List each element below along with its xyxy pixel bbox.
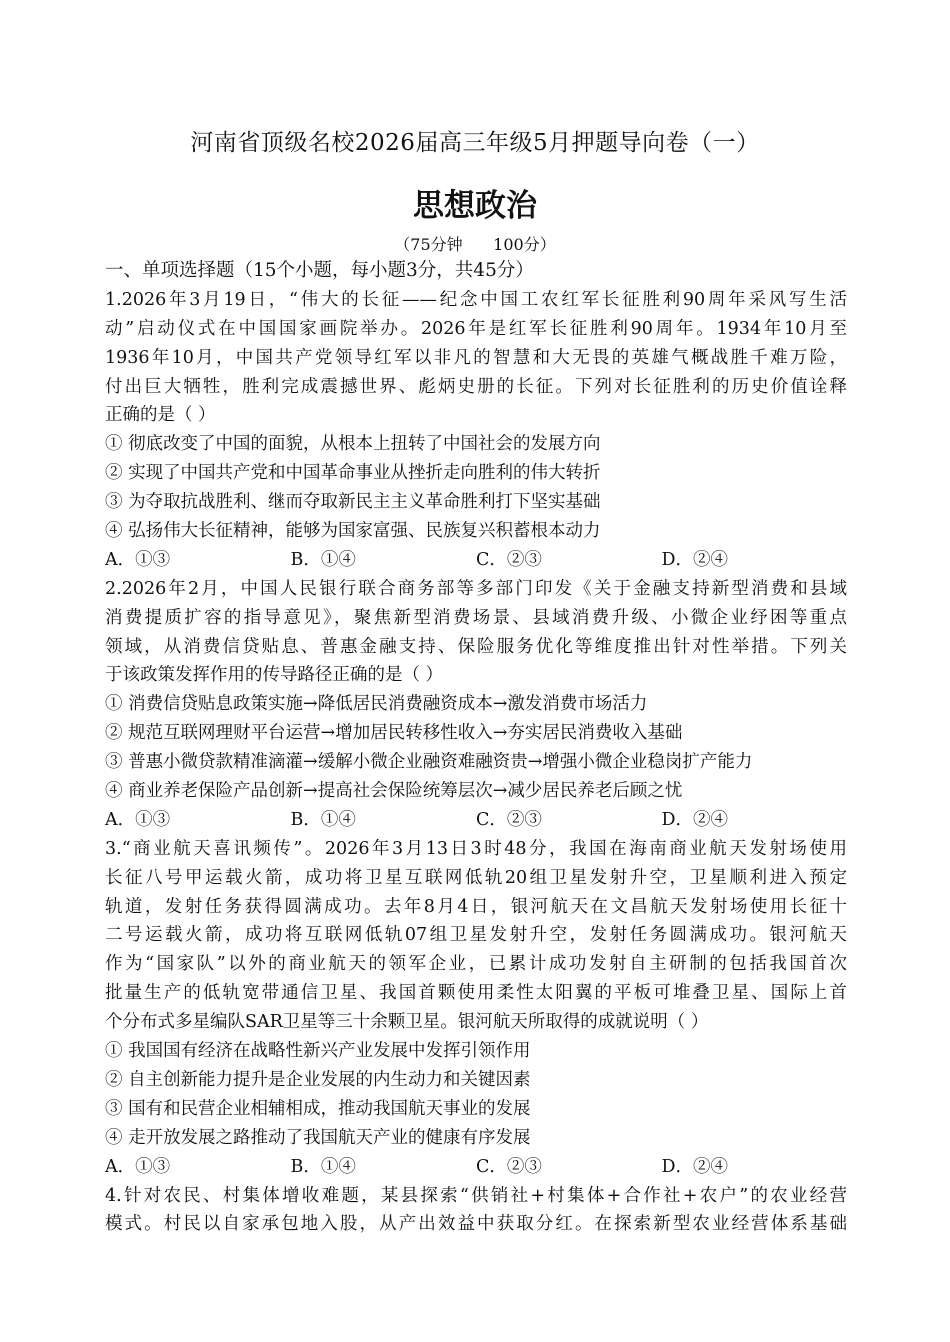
question-3 bbox=[105, 835, 847, 1182]
question-stem-line: 消费提质扩容的指导意见》，聚焦新型消费场景、县域消费升级、小微企业纾困等重点 bbox=[105, 607, 847, 628]
question-stem-line: 作为“国家队”以外的商业航天的领军企业，已累计成功发射自主研制的包括我国首次 bbox=[105, 954, 847, 975]
statement-item: ② 实现了中国共产党和中国革命事业从挫折走向胜利的伟大转折 bbox=[105, 463, 601, 484]
section-title: 一、单项选择题（15个小题，每小题3分，共45分） bbox=[105, 260, 534, 281]
option-d[interactable]: D．②④ bbox=[661, 1156, 729, 1177]
statement-item: ④ 走开放发展之路推动了我国航天产业的健康有序发展 bbox=[105, 1127, 531, 1148]
statement-item: ① 彻底改变了中国的面貌，从根本上扭转了中国社会的发展方向 bbox=[105, 434, 601, 455]
statement-item: ② 规范互联网理财平台运营→增加居民转移性收入→夯实居民消费收入基础 bbox=[105, 723, 683, 744]
option-b[interactable]: B．①④ bbox=[290, 549, 356, 570]
option-b[interactable]: B．①④ bbox=[290, 809, 356, 830]
question-stem-line: 长征八号甲运载火箭，成功将卫星互联网低轨20组卫星发射升空，卫星顺利进入预定 bbox=[105, 867, 847, 888]
question-stem-line: 个分布式多星编队SAR卫星等三十余颗卫星。银河航天所取得的成就说明（ ） bbox=[105, 1012, 709, 1033]
option-d[interactable]: D．②④ bbox=[661, 809, 729, 830]
statement-item: ④ 商业养老保险产品创新→提高社会保险统筹层次→减少居民养老后顾之忧 bbox=[105, 781, 683, 802]
question-stem-line: 3.“商业航天喜讯频传”。2026年3月13日3时48分，我国在海南商业航天发射场使用 bbox=[105, 838, 847, 859]
statement-item: ④ 弘扬伟大长征精神，能够为国家富强、民族复兴积蓄根本动力 bbox=[105, 521, 601, 542]
exam-title: 河南省顶级名校2026届高三年级5月押题导向卷（一） bbox=[190, 130, 760, 156]
question-4 bbox=[105, 1182, 847, 1240]
option-c[interactable]: C．②③ bbox=[476, 1156, 542, 1177]
answer-options bbox=[105, 806, 847, 835]
option-a[interactable]: A．①③ bbox=[105, 809, 171, 830]
subject-title: 思想政治 bbox=[413, 188, 537, 224]
statement-item: ① 消费信贷贴息政策实施→降低居民消费融资成本→激发消费市场活力 bbox=[105, 694, 648, 715]
option-a[interactable]: A．①③ bbox=[105, 549, 171, 570]
question-stem-line: 领域，从消费信贷贴息、普惠金融支持、保险服务优化等维度推出针对性举措。下列关 bbox=[105, 636, 847, 657]
question-stem-line: 付出巨大牺牲，胜利完成震撼世界、彪炳史册的长征。下列对长征胜利的历史价值诠释 bbox=[105, 376, 847, 397]
statement-item: ③ 为夺取抗战胜利、继而夺取新民主主义革命胜利打下坚实基础 bbox=[105, 492, 601, 513]
option-c[interactable]: C．②③ bbox=[476, 549, 542, 570]
answer-options bbox=[105, 546, 847, 575]
question-list bbox=[105, 257, 847, 1239]
option-b[interactable]: B．①④ bbox=[290, 1156, 356, 1177]
question-1 bbox=[105, 286, 847, 575]
question-stem-line: 2.2026年2月，中国人民银行联合商务部等多部门印发《关于金融支持新型消费和县域 bbox=[105, 578, 847, 599]
answer-options bbox=[105, 1153, 847, 1182]
question-stem-line: 批量生产的低轨宽带通信卫星、我国首颗使用柔性太阳翼的平板可堆叠卫星、国际上首 bbox=[105, 983, 847, 1004]
exam-duration-score: （75分钟 100分） bbox=[394, 235, 556, 254]
question-stem-line: 轨道，发射任务获得圆满成功。去年8月4日，银河航天在文昌航天发射场使用长征十 bbox=[105, 896, 847, 917]
question-stem-line: 模式。村民以自家承包地入股，从产出效益中获取分红。在探索新型农业经营体系基础 bbox=[105, 1214, 847, 1235]
option-a[interactable]: A．①③ bbox=[105, 1156, 171, 1177]
option-d[interactable]: D．②④ bbox=[661, 549, 729, 570]
question-stem-line: 于该政策发挥作用的传导路径正确的是（ ） bbox=[105, 665, 444, 686]
question-2 bbox=[105, 575, 847, 835]
statement-item: ① 我国国有经济在战略性新兴产业发展中发挥引领作用 bbox=[105, 1041, 531, 1062]
question-stem-line: 4.针对农民、村集体增收难题，某县探索“供销社+村集体+合作社+农户”的农业经营 bbox=[105, 1185, 847, 1206]
statement-item: ③ 国有和民营企业相辅相成，推动我国航天事业的发展 bbox=[105, 1098, 531, 1119]
question-stem-line: 1.2026年3月19日，“伟大的长征——纪念中国工农红军长征胜利90周年采风写生活 bbox=[105, 289, 847, 310]
question-stem-line: 正确的是（ ） bbox=[105, 405, 216, 426]
statement-item: ② 自主创新能力提升是企业发展的内生动力和关键因素 bbox=[105, 1069, 531, 1090]
question-stem-line: 动”启动仪式在中国国家画院举办。2026年是红军长征胜利90周年。1934年10月至 bbox=[105, 318, 847, 339]
statement-item: ③ 普惠小微贷款精准滴灌→缓解小微企业融资难融资贵→增强小微企业稳岗扩产能力 bbox=[105, 752, 753, 773]
option-c[interactable]: C．②③ bbox=[476, 809, 542, 830]
question-stem-line: 1936年10月，中国共产党领导红军以非凡的智慧和大无畏的英雄气概战胜千难万险， bbox=[105, 347, 847, 368]
question-stem-line: 二号运载火箭，成功将互联网低轨07组卫星发射升空，发射任务圆满成功。银河航天 bbox=[105, 925, 847, 946]
